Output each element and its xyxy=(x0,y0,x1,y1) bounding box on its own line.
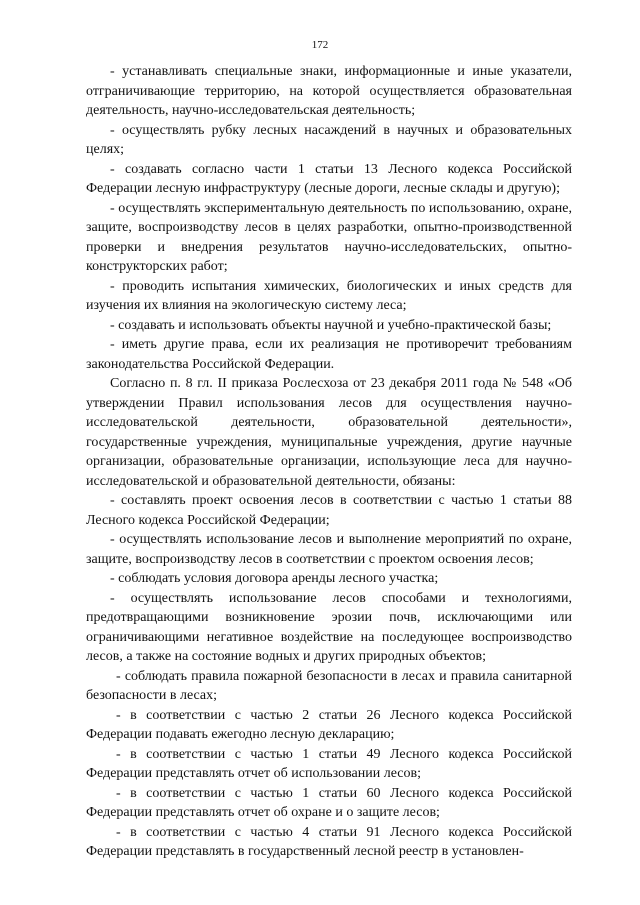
paragraph: - в соответствии с частью 1 статьи 49 Лесного кодекса Российской Федерации представлять отчет об использовании лесов; xyxy=(86,746,572,781)
paragraph: - соблюдать условия договора аренды лесного участка; xyxy=(110,571,439,586)
paragraph: - осуществлять экспериментальную деятельность по использованию, охране, защите, воспроизводству лесов в целях разработки, опытно-производственной проверки и внедрения результатов научно-исследовательских, опытно-конструкторских работ; xyxy=(86,200,572,274)
paragraph: - создавать и использовать объекты научной и учебно-практической базы; xyxy=(110,317,552,333)
page-number: 172 xyxy=(311,39,329,51)
paragraph: - в соответствии с частью 1 статьи 60 Лесного кодекса Российской Федерации представлять отчет об охране и о защите лесов; xyxy=(86,785,572,820)
paragraph: - устанавливать специальные знаки, информационные и иные указатели, отграничивающие территорию, на которой осуществляется образовательная деятельность, научно-исследовательская деятельность; xyxy=(86,64,572,118)
paragraph: - проводить испытания химических, биологических и иных средств для изучения их влияния на экологическую систему леса; xyxy=(86,278,572,313)
paragraph: - составлять проект освоения лесов в соответствии с частью 1 статьи 88 Лесного кодекса Российской Федерации; xyxy=(86,493,572,528)
paragraph: - соблюдать правила пожарной безопасности в лесах и правила санитарной безопасности в лесах; xyxy=(86,668,572,703)
paragraph: Согласно п. 8 гл. II приказа Рослесхоза от 23 декабря 2011 года № 548 «Об утверждении Правил использования лесов для осуществления научно-исследовательской деятельности, образовательной деятельности», государственные учреждения, муниципальные учреждения, другие научные организации, образовательные организации, использующие леса для научно-исследовательской и образовательной деятельности, обязаны: xyxy=(86,376,572,489)
document-body xyxy=(86,62,572,862)
paragraph: - осуществлять рубку лесных насаждений в научных и образовательных целях; xyxy=(86,122,572,157)
paragraph: - иметь другие права, если их реализация не противоречит требованиям законодательства Российской Федерации. xyxy=(86,337,572,372)
paragraph: - осуществлять использование лесов способами и технологиями, предотвращающими возникновение эрозии почв, исключающими или ограничивающими негативное воздействие на последующее воспроизводство лесов, а также на состояние водных и других природных объектов; xyxy=(86,590,572,664)
paragraph: - в соответствии с частью 4 статьи 91 Лесного кодекса Российской Федерации представлять в государственный лесной реестр в установлен- xyxy=(86,824,572,859)
paragraph: - создавать согласно части 1 статьи 13 Лесного кодекса Российской Федерации лесную инфраструктуру (лесные дороги, лесные склады и другую); xyxy=(86,161,572,196)
paragraph: - в соответствии с частью 2 статьи 26 Лесного кодекса Российской Федерации подавать ежегодно лесную декларацию; xyxy=(86,707,572,742)
paragraph: - осуществлять использование лесов и выполнение мероприятий по охране, защите, воспроизводству лесов в соответствии с проектом освоения лесов; xyxy=(86,532,572,567)
